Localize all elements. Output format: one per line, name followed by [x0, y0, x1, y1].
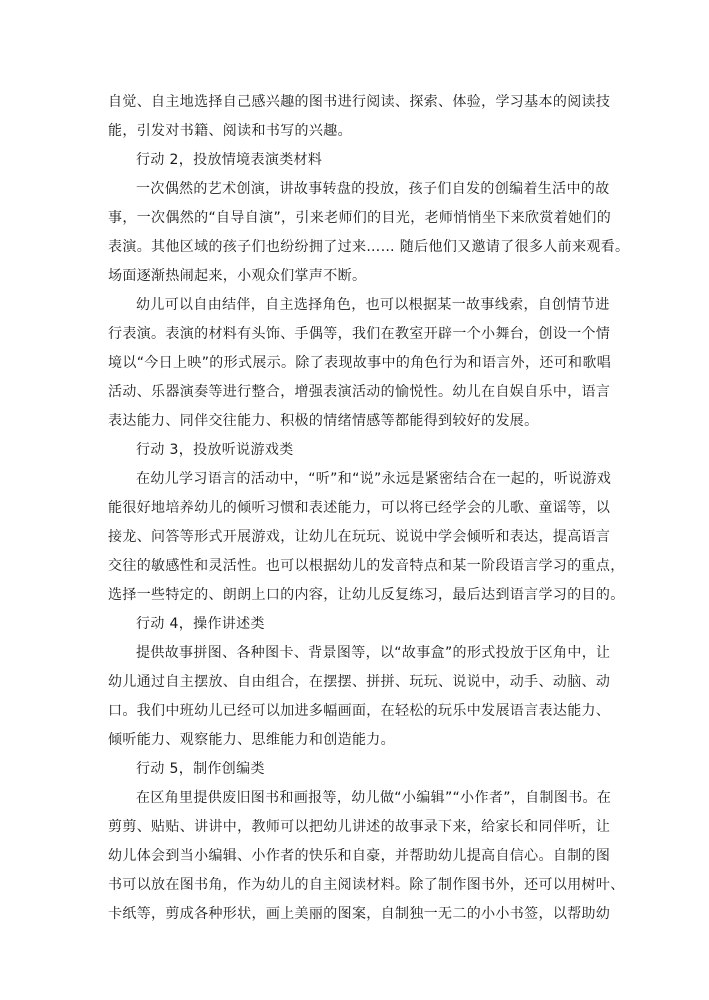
text-line: 一次偶然的艺术创演，讲故事转盘的投放，孩子们自发的创编着生活中的故	[136, 181, 610, 197]
text-line: 在区角里提供废旧图书和画报等，幼儿做“小编辑”“小作者”，自制图书。在	[136, 790, 612, 806]
text-line: 境以“今日上映”的形式展示。除了表现故事中的角色行为和语言外，还可和歌唱	[108, 355, 612, 371]
text-line: 自觉、自主地选择自己感兴趣的图书进行阅读、探索、体验，学习基本的阅读技	[108, 94, 611, 110]
section-heading-action-2: 行动 2，投放情境表演类材料	[136, 152, 323, 168]
section-heading-action-3: 行动 3，投放听说游戏类	[136, 442, 294, 458]
text-line: 卡纸等，剪成各种形状，画上美丽的图案，自制独一无二的小小书签，以帮助幼	[108, 906, 611, 922]
text-line: 倾听能力、观察能力、思维能力和创造能力。	[108, 732, 395, 748]
text-line: 剪剪、贴贴、讲讲中，教师可以把幼儿讲述的故事录下来，给家长和同伴听，让	[108, 819, 611, 835]
text-line: 在幼儿学习语言的活动中，“听”和“说”永远是紧密结合在一起的，听说游戏	[136, 471, 612, 487]
text-line: 选择一些特定的、朗朗上口的内容，让幼儿反复练习，最后达到语言学习的目的。	[108, 587, 625, 603]
text-line: 活动、乐器演奏等进行整合，增强表演活动的愉悦性。幼儿在自娱自乐中，语言	[108, 384, 611, 400]
text-line: 能，引发对书籍、阅读和书写的兴趣。	[108, 123, 352, 139]
text-line: 场面逐渐热闹起来，小观众们掌声不断。	[108, 268, 367, 284]
text-line: 接龙、问答等形式开展游戏，让幼儿在玩玩、说说中学会倾听和表达，提高语言	[108, 529, 611, 545]
section-heading-action-5: 行动 5，制作创编类	[136, 761, 265, 777]
text-line: 幼儿体会到当小编辑、小作者的快乐和自豪，并帮助幼儿提高自信心。自制的图	[108, 848, 611, 864]
text-line: 幼儿通过自主摆放、自由组合，在摆摆、拼拼、玩玩、说说中，动手、动脑、动	[108, 674, 611, 690]
text-line: 书可以放在图书角，作为幼儿的自主阅读材料。除了制作图书外，还可以用树叶、	[108, 877, 625, 893]
text-line: 交往的敏感性和灵活性。也可以根据幼儿的发音特点和某一阶段语言学习的重点，	[108, 558, 625, 574]
text-line: 表演。其他区域的孩子们也纷纷拥了过来…… 随后他们又邀请了很多人前来观看。	[108, 239, 630, 255]
text-line: 能很好地培养幼儿的倾听习惯和表述能力，可以将已经学会的儿歌、童谣等，以	[108, 500, 611, 516]
text-line: 表达能力、同伴交往能力、积极的情绪情感等都能得到较好的发展。	[108, 413, 539, 429]
text-line: 提供故事拼图、各种图卡、背景图等，以“故事盒”的形式投放于区角中，让	[136, 645, 611, 661]
text-line: 幼儿可以自由结伴，自主选择角色，也可以根据某一故事线索，自创情节进	[136, 297, 610, 313]
text-line: 事，一次偶然的“自导自演”，引来老师们的目光，老师悄悄坐下来欣赏着她们的	[108, 210, 612, 226]
text-line: 行表演。表演的材料有头饰、手偶等，我们在教室开辟一个小舞台，创设一个情	[108, 326, 611, 342]
document-page	[108, 88, 630, 929]
section-heading-action-4: 行动 4，操作讲述类	[136, 616, 265, 632]
text-line: 口。我们中班幼儿已经可以加进多幅画面，在轻松的玩乐中发展语言表达能力、	[108, 703, 611, 719]
